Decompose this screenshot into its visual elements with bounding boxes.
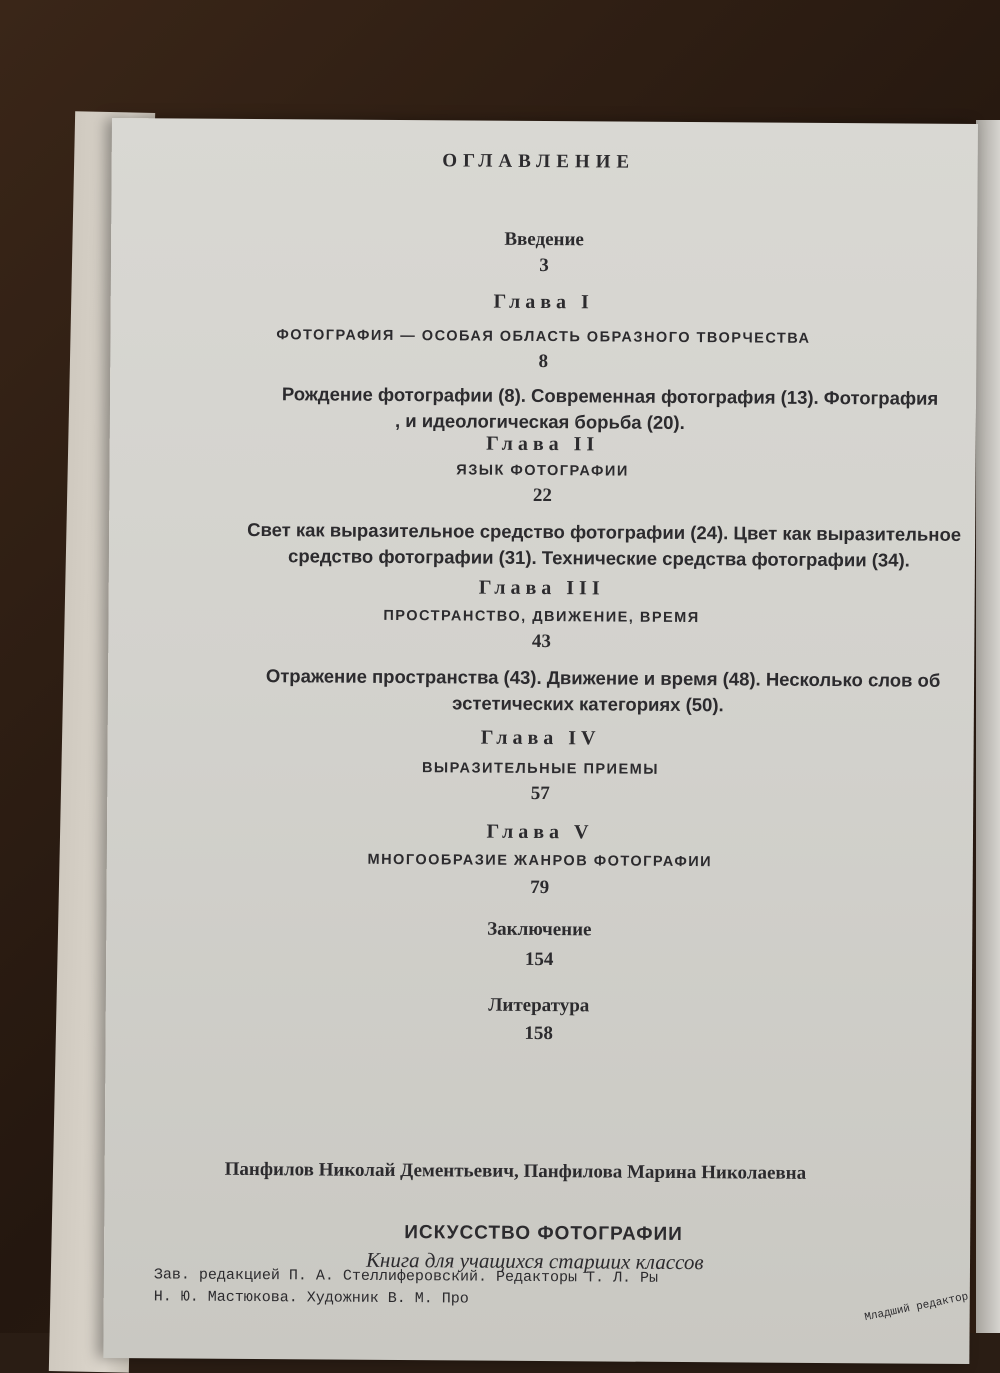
imprint-book-title: ИСКУССТВО ФОТОГРАФИИ	[404, 1222, 683, 1246]
toc-literature-label: Литература	[488, 994, 590, 1017]
chapter-1-sections-line-2: , и идеологическая борьба (20).	[394, 409, 685, 434]
chapter-1-page: 8	[538, 350, 549, 373]
book-page	[103, 118, 978, 1364]
chapter-5-title: МНОГООБРАЗИЕ ЖАНРОВ ФОТОГРАФИИ	[367, 851, 713, 871]
toc-intro-label: Введение	[504, 228, 584, 251]
chapter-5-heading: Глава V	[486, 820, 594, 844]
chapter-2-sections-line-1: Свет как выразительное средство фотографии (24). Цвет как выразительное	[247, 518, 962, 545]
chapter-3-title: ПРОСТРАНСТВО, ДВИЖЕНИЕ, ВРЕМЯ	[383, 607, 700, 627]
page-content	[103, 118, 978, 1364]
chapter-3-page: 43	[531, 630, 551, 653]
imprint-editors-line-2: Н. Ю. Мастюкова. Художник В. М. Про	[153, 1288, 469, 1308]
toc-intro-page: 3	[539, 254, 549, 277]
chapter-1-heading: Глава I	[493, 290, 594, 314]
chapter-4-heading: Глава IV	[480, 726, 601, 750]
chapter-2-page: 22	[532, 484, 552, 507]
toc-conclusion-page: 154	[524, 948, 554, 971]
imprint-authors: Панфилов Николай Дементьевич, Панфилова Марина Николаевна	[224, 1158, 807, 1184]
imprint-margin-note: Младший редактор	[863, 1291, 970, 1325]
imprint-editors-line-1: Зав. редакцией П. А. Стеллиферовский. Редакторы Т. Л. Ры	[153, 1266, 659, 1287]
chapter-5-page: 79	[530, 876, 550, 899]
chapter-3-sections-line-2: эстетических категориях (50).	[452, 692, 724, 716]
chapter-3-heading: Глава III	[478, 576, 605, 600]
chapter-2-title: ЯЗЫК ФОТОГРАФИИ	[456, 462, 629, 480]
toc-title: ОГЛАВЛЕНИЕ	[442, 150, 636, 173]
chapter-2-sections-line-2: средство фотографии (31). Технические средства фотографии (34).	[288, 545, 910, 571]
toc-literature-page: 158	[524, 1022, 553, 1045]
toc-conclusion-label: Заключение	[487, 918, 592, 941]
chapter-4-page: 57	[530, 782, 550, 805]
chapter-1-title: ФОТОГРАФИЯ — ОСОБАЯ ОБЛАСТЬ ОБРАЗНОГО ТВОРЧЕСТВА	[276, 327, 811, 347]
next-page-edge	[976, 120, 1000, 1333]
chapter-2-heading: Глава II	[486, 432, 600, 456]
chapter-1-sections-line-1: Рождение фотографии (8). Современная фотография (13). Фотография	[281, 383, 939, 409]
chapter-3-sections-line-1: Отражение пространства (43). Движение и время (48). Несколько слов об	[265, 665, 941, 691]
imprint-subtitle: Книга для учащихся старших классов	[365, 1247, 704, 1275]
chapter-4-title: ВЫРАЗИТЕЛЬНЫЕ ПРИЕМЫ	[421, 760, 660, 778]
